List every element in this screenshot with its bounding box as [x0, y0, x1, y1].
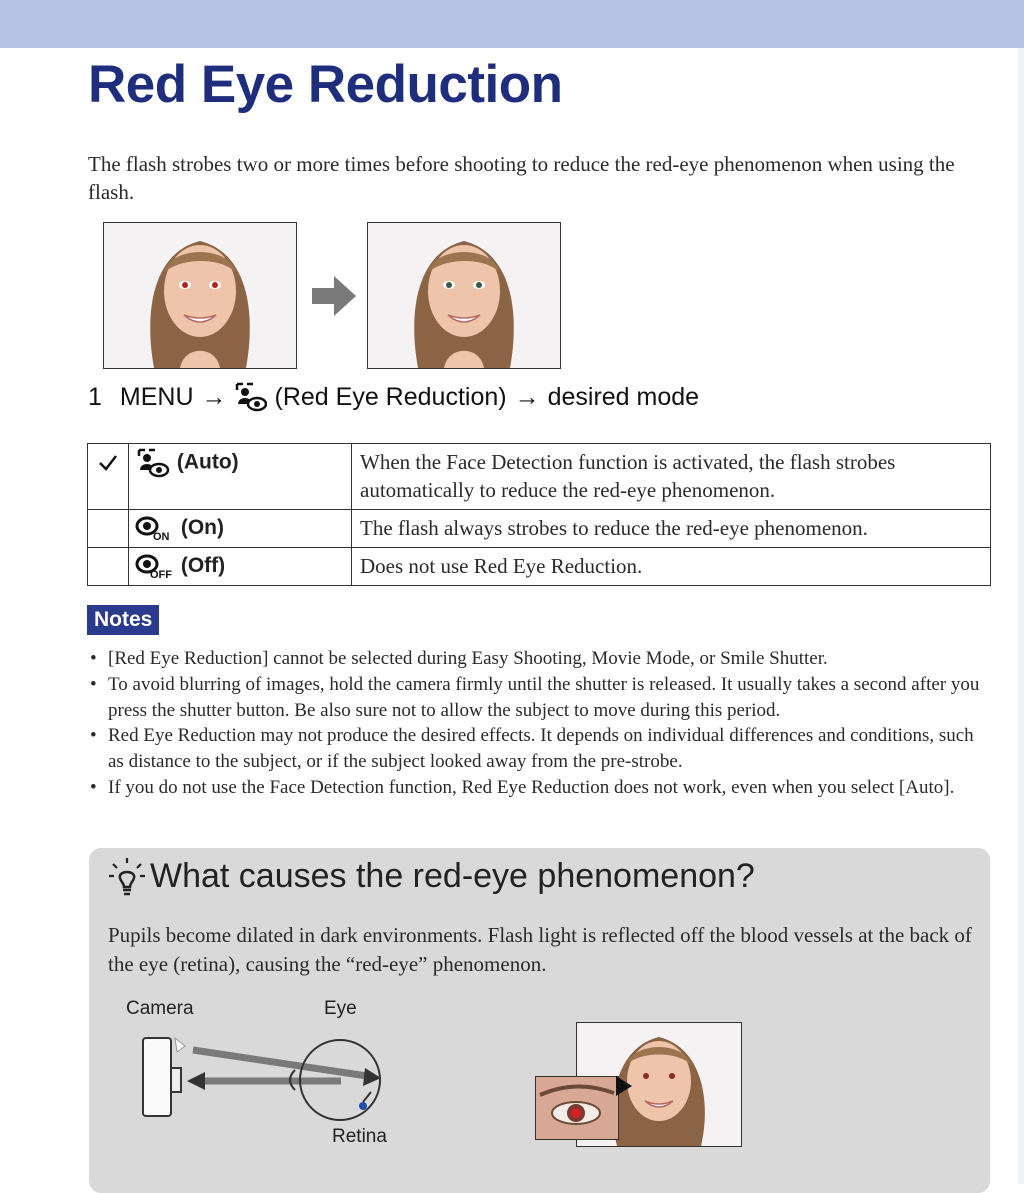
checkmark-icon: [98, 453, 118, 473]
selected-cell: [88, 548, 129, 586]
red-eye-closeup: [535, 1076, 619, 1140]
mode-description: When the Face Detection function is activated, the flash strobes automatically to reduce the red-eye phenomenon.: [352, 444, 991, 510]
list-item: • To avoid blurring of images, hold the camera firmly until the shutter is released. It usually takes a second after you press the shutter button. Be also sure not to allow the subject to move during this period.: [88, 672, 993, 724]
eye-label: Eye: [324, 998, 357, 1019]
list-item: • [Red Eye Reduction] cannot be selected during Easy Shooting, Movie Mode, or Smile Shutter.: [88, 646, 993, 672]
side-strip: [1018, 48, 1024, 1184]
target-label: desired mode: [547, 382, 700, 411]
intro-text: The flash strobes two or more times before shooting to reduce the red-eye phenomenon when using the flash.: [88, 152, 955, 204]
mode-auto: [129, 444, 352, 510]
mode-off: [129, 548, 352, 586]
mode-label: (On): [180, 516, 224, 539]
mode-label: (Off): [180, 554, 226, 577]
red-eye-diagram: [135, 1030, 395, 1130]
hint-text: Pupils become dilated in dark environments. Flash light is reflected off the blood vessels at the back of the eye (retina), causing the “red-eye” phenomenon.: [108, 923, 972, 976]
step-instruction: [88, 382, 699, 412]
page-title: Red Eye Reduction: [88, 55, 563, 114]
svg-text:ON: ON: [153, 531, 170, 542]
photo-after: [367, 222, 561, 369]
mode-description: The flash always strobes to reduce the red-eye phenomenon.: [352, 510, 991, 548]
table-row: [88, 548, 991, 586]
red-eye-face-icon: [235, 382, 267, 412]
hint-title: [108, 856, 755, 896]
list-item: • If you do not use the Face Detection function, Red Eye Reduction does not work, even when you select [Auto].: [88, 775, 993, 801]
mode-description: Does not use Red Eye Reduction.: [352, 548, 991, 586]
red-eye-off-icon: [135, 553, 175, 579]
selected-cell: [88, 510, 129, 548]
selected-cell: [88, 444, 129, 510]
mode-label: (Auto): [176, 450, 239, 474]
table-row: [88, 444, 991, 510]
modes-table: [87, 443, 991, 586]
pointer-icon: [616, 1076, 632, 1096]
step-number: 1: [88, 382, 102, 411]
header-bar: [0, 0, 1024, 48]
arrow-right-icon: [312, 276, 356, 316]
arrow-icon: →: [514, 382, 540, 411]
svg-text:OFF: OFF: [150, 569, 172, 580]
retina-label: Retina: [332, 1126, 387, 1147]
menu-label: MENU: [119, 382, 194, 411]
menu-item-label: (Red Eye Reduction): [274, 382, 507, 411]
camera-label: Camera: [126, 998, 194, 1019]
photo-before: [103, 222, 297, 369]
hint-title-text: What causes the red-eye phenomenon?: [150, 856, 755, 895]
hint-box: [89, 848, 990, 1193]
lightbulb-hint-icon: [108, 856, 146, 896]
notes-heading: Notes: [87, 605, 159, 635]
list-item: • Red Eye Reduction may not produce the desired effects. It depends on individual differences and conditions, such as distance to the subject, or if the subject looked away from the pre-strobe.: [88, 723, 993, 775]
arrow-icon: →: [201, 382, 227, 411]
red-eye-auto-icon: [135, 448, 171, 478]
red-eye-on-icon: [135, 515, 175, 541]
notes-list: [88, 646, 993, 801]
table-row: [88, 510, 991, 548]
mode-on: [129, 510, 352, 548]
